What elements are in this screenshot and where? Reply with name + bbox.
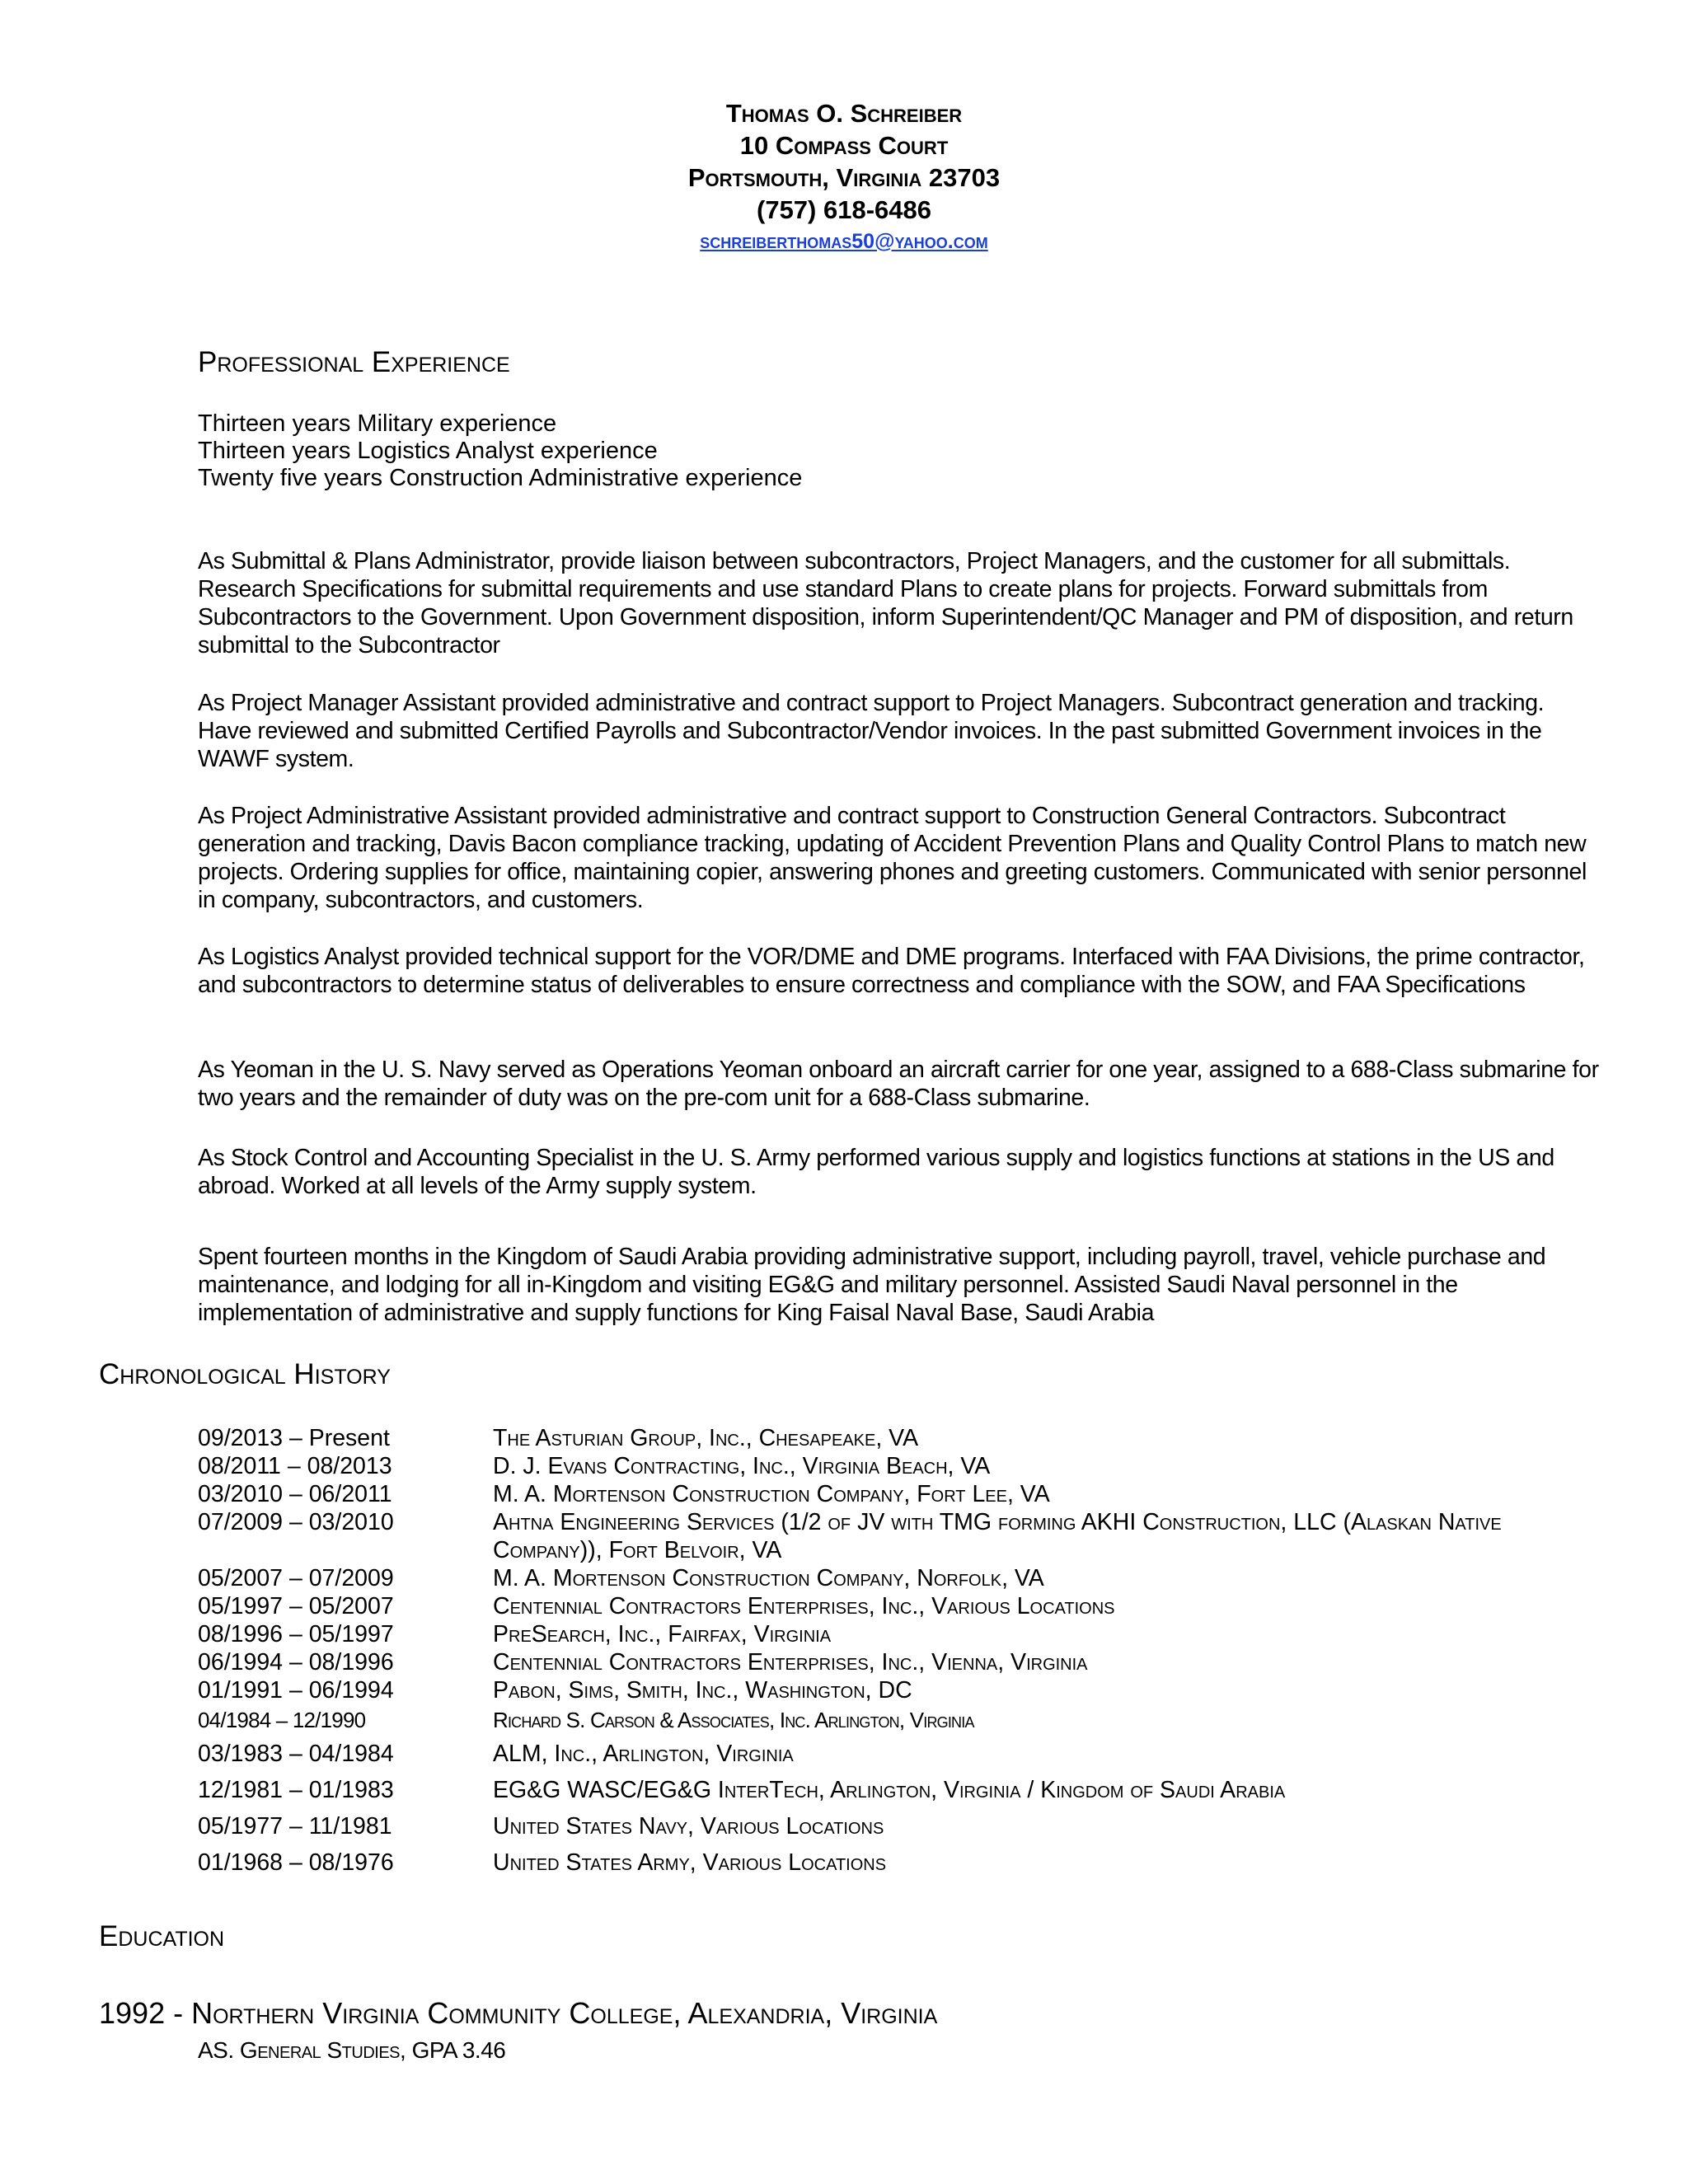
experience-paragraph-admin-assistant: As Project Administrative Assistant provided administrative and contract support to Construction General Contractors. Subcontract generation and tracking, Davis Bacon compliance tracking, updating of Accident Prevention Plans and Quality Control Plans to match new projects. Ordering supplies for office, maintaining copier, answering phones and greeting customers. Communicated with senior personnel in company, subcontractors, and customers. xyxy=(198,803,1587,913)
history-row xyxy=(198,1620,1615,1648)
email-link[interactable]: schreiberthomas50@yahoo.com xyxy=(700,230,988,253)
street-address: 10 Compass Court xyxy=(739,131,949,160)
history-dates: 05/1977 – 11/1981 xyxy=(198,1813,392,1840)
experience-paragraph-logistics: As Logistics Analyst provided technical support for the VOR/DME and DME programs. Interfaced with FAA Divisions, the prime contractor, and subcontractors to determine status of deliverables to ensure correctness and compliance with the SOW, and FAA Specifications xyxy=(198,944,1585,998)
history-row xyxy=(198,1808,1615,1844)
history-employer: ALM, Inc., Arlington, Virginia xyxy=(493,1741,794,1767)
chronology-list xyxy=(198,1424,1615,1881)
section-title-experience: Professional Experience xyxy=(198,346,510,378)
experience-paragraph-saudi: Spent fourteen months in the Kingdom of Saudi Arabia providing administrative support, including payroll, travel, vehicle purchase and maintenance, and lodging for all in-Kingdom and visiting EG&G and military personnel. Assisted Saudi Naval personnel in the implementation of administrative and supply functions for King Faisal Naval Base, Saudi Arabia xyxy=(198,1244,1546,1326)
history-row xyxy=(198,1592,1615,1620)
history-dates: 12/1981 – 01/1983 xyxy=(198,1777,394,1803)
experience-paragraph-army: As Stock Control and Accounting Specialist in the U. S. Army performed various supply and logistics functions at stations in the US and abroad. Worked at all levels of the Army supply system. xyxy=(198,1145,1554,1199)
history-dates: 06/1994 – 08/1996 xyxy=(198,1649,394,1675)
history-row xyxy=(198,1844,1615,1881)
history-employer: Richard S. Carson & Associates, Inc. Arlington, Virginia xyxy=(493,1708,974,1732)
history-employer: United States Army, Various Locations xyxy=(493,1849,887,1876)
contact-header xyxy=(0,97,1688,255)
history-employer: Ahtna Engineering Services (1/2 of JV with TMG forming AKHI Construction, LLC (Alaskan Native Company)), Fort Belvoir, VA xyxy=(493,1509,1502,1563)
history-row xyxy=(198,1480,1615,1508)
summary-line: Thirteen years Logistics Analyst experience xyxy=(198,438,658,464)
history-row xyxy=(198,1736,1615,1772)
history-row xyxy=(198,1772,1615,1808)
education-entry: 1992 - Northern Virginia Community College, Alexandria, Virginia xyxy=(99,1996,938,2030)
history-employer: Centennial Contractors Enterprises, Inc., Vienna, Virginia xyxy=(493,1649,1088,1675)
history-dates: 01/1968 – 08/1976 xyxy=(198,1849,394,1876)
history-employer: Pabon, Sims, Smith, Inc., Washington, DC xyxy=(493,1677,912,1704)
experience-paragraph-navy: As Yeoman in the U. S. Navy served as Operations Yeoman onboard an aircraft carrier for one year, assigned to a 688-Class submarine for two years and the remainder of duty was on the pre-com unit for a 688-Class submarine. xyxy=(198,1057,1599,1111)
history-dates: 09/2013 – Present xyxy=(198,1425,390,1451)
history-employer: EG&G WASC/EG&G InterTech, Arlington, Virginia / Kingdom of Saudi Arabia xyxy=(493,1777,1286,1803)
history-row xyxy=(198,1648,1615,1676)
applicant-name: Thomas O. Schreiber xyxy=(725,99,963,128)
history-employer: M. A. Mortenson Construction Company, Norfolk, VA xyxy=(493,1565,1044,1591)
history-row xyxy=(198,1564,1615,1592)
history-employer: Centennial Contractors Enterprises, Inc., Various Locations xyxy=(493,1593,1115,1619)
history-row xyxy=(198,1424,1615,1452)
history-employer: United States Navy, Various Locations xyxy=(493,1813,884,1840)
history-dates: 08/2011 – 08/2013 xyxy=(198,1453,392,1479)
history-row xyxy=(198,1676,1615,1704)
section-title-chronology: Chronological History xyxy=(99,1358,391,1390)
history-dates: 04/1984 – 12/1990 xyxy=(198,1708,366,1732)
history-dates: 03/1983 – 04/1984 xyxy=(198,1741,394,1767)
history-dates: 03/2010 – 06/2011 xyxy=(198,1481,392,1507)
education-degree: AS. General Studies, GPA 3.46 xyxy=(198,2037,506,2063)
history-row xyxy=(198,1704,1615,1736)
history-employer: The Asturian Group, Inc., Chesapeake, VA xyxy=(493,1425,919,1451)
section-title-education: Education xyxy=(99,1920,225,1952)
history-dates: 07/2009 – 03/2010 xyxy=(198,1509,394,1535)
history-row xyxy=(198,1452,1615,1480)
history-employer: D. J. Evans Contracting, Inc., Virginia Beach, VA xyxy=(493,1453,991,1479)
history-row xyxy=(198,1508,1615,1564)
summary-line: Thirteen years Military experience xyxy=(198,410,557,437)
history-dates: 05/2007 – 07/2009 xyxy=(198,1565,394,1591)
history-employer: M. A. Mortenson Construction Company, Fort Lee, VA xyxy=(493,1481,1050,1507)
experience-summary xyxy=(198,410,802,492)
summary-line: Twenty five years Construction Administrative experience xyxy=(198,465,803,491)
history-dates: 08/1996 – 05/1997 xyxy=(198,1621,394,1647)
phone-number: (757) 618-6486 xyxy=(757,195,931,224)
history-dates: 01/1991 – 06/1994 xyxy=(198,1677,394,1704)
city-state-zip: Portsmouth, Virginia 23703 xyxy=(687,163,1001,192)
experience-paragraph-submittal: As Submittal & Plans Administrator, provide liaison between subcontractors, Project Managers, and the customer for all submittals. Research Specifications for submittal requirements and use standard Plans to create plans for projects. Forward submittals from Subcontractors to the Government. Upon Government disposition, inform Superintendent/QC Manager and PM of disposition, and return submittal to the Subcontractor xyxy=(198,548,1573,658)
history-employer: PreSearch, Inc., Fairfax, Virginia xyxy=(493,1621,832,1647)
history-dates: 05/1997 – 05/2007 xyxy=(198,1593,394,1619)
experience-paragraph-pm-assistant: As Project Manager Assistant provided administrative and contract support to Project Managers. Subcontract generation and tracking. Have reviewed and submitted Certified Payrolls and Subcontractor/Vendor invoices. In the past submitted Government invoices in the WAWF system. xyxy=(198,690,1545,772)
